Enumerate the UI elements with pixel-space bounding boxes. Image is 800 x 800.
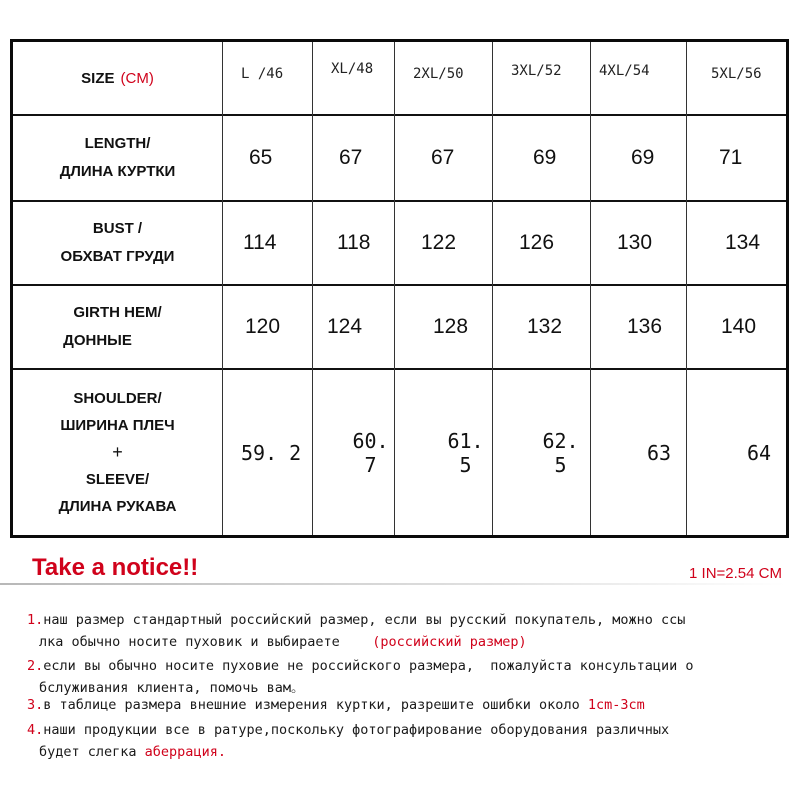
unit-conversion: 1 IN=2.54 CM xyxy=(689,565,782,582)
column-header: 5XL/56 xyxy=(711,66,762,82)
value-cell: 130 xyxy=(617,231,653,254)
value-cell: 114 xyxy=(243,231,277,254)
notice-item-text: в таблице размера внешние измерения куртки, разрешите ошибки около xyxy=(43,697,588,713)
row-label-line: ДЛИНА КУРТКИ xyxy=(59,163,176,180)
notice-item-text: лка обычно носите пуховик и выбираете xyxy=(39,634,373,650)
notice-divider xyxy=(0,583,786,585)
row-label-line: ОБХВАТ ГРУДИ xyxy=(60,248,175,265)
value-cell: 71 xyxy=(719,146,743,169)
notice-highlight: аберрация. xyxy=(144,744,226,760)
value-cell: 126 xyxy=(519,231,555,254)
value-cell: 64 xyxy=(747,440,772,465)
row-label-girth-hem xyxy=(13,286,222,368)
notice-item-number: 2. xyxy=(27,658,44,674)
column-header: 4XL/54 xyxy=(599,63,650,79)
row-label-line: GIRTH HEM/ xyxy=(73,304,162,321)
value-cell: 132 xyxy=(527,315,563,338)
column-header: L /46 xyxy=(241,66,284,82)
value-cell: 69 xyxy=(631,146,655,169)
row-label-length xyxy=(13,116,222,200)
notice-title: Take a notice!! xyxy=(32,554,199,581)
value-cell: 120 xyxy=(245,315,281,338)
column-header: XL/48 xyxy=(331,61,374,77)
column-header: 2XL/50 xyxy=(413,66,464,82)
notice-item-text: наши продукции все в ратуре,поскольку фотографирование оборудования различных xyxy=(43,722,670,738)
column-header: 3XL/52 xyxy=(511,63,562,79)
value-cell: 61. 5 xyxy=(447,428,484,477)
row-label-line: + xyxy=(112,442,123,462)
notice-item xyxy=(27,694,787,716)
row-label-line: SHOULDER/ xyxy=(73,390,162,407)
notice-item-text: будет слегка xyxy=(39,744,145,760)
row-label-line: LENGTH/ xyxy=(84,135,151,152)
size-unit: (CM) xyxy=(120,69,154,87)
value-cell: 122 xyxy=(421,231,457,254)
row-label-shoulder-sleeve xyxy=(13,370,222,535)
notice-highlight: 1cm-3cm xyxy=(587,697,645,713)
value-cell: 124 xyxy=(327,315,363,338)
notice-highlight: (российский размер) xyxy=(372,634,527,650)
row-label-line: BUST / xyxy=(92,220,143,237)
value-cell: 69 xyxy=(533,146,557,169)
size-header-cell xyxy=(13,42,222,114)
value-cell: 140 xyxy=(721,315,757,338)
value-cell: 62. 5 xyxy=(542,428,579,477)
row-label-line: ШИРИНА ПЛЕЧ xyxy=(60,417,175,434)
notice-item-number: 4. xyxy=(27,722,44,738)
notice-item xyxy=(27,655,787,699)
notice-item-number: 3. xyxy=(27,697,44,713)
notice-item-text: если вы обычно носите пуховие не российского размера, пожалуйста консультации о xyxy=(43,658,694,674)
row-label-line: ДОННЫЕ xyxy=(63,332,132,349)
size-table xyxy=(10,39,789,538)
value-cell: 136 xyxy=(627,315,663,338)
notice-item-text: наш размер стандартный российский размер, если вы русский покупатель, можно ссы xyxy=(43,612,686,628)
notice-item-text: бслуживания клиента, помочь вам。 xyxy=(39,680,305,696)
row-label-bust xyxy=(13,202,222,284)
value-cell: 63 xyxy=(647,440,672,465)
notice-item-number: 1. xyxy=(27,612,44,628)
value-cell: 65 xyxy=(249,146,273,169)
value-cell: 59. 2 xyxy=(241,440,302,465)
size-label: SIZE xyxy=(81,69,115,87)
value-cell: 60. 7 xyxy=(352,428,389,477)
notice-item xyxy=(27,719,787,763)
row-label-line: ДЛИНА РУКАВА xyxy=(58,498,177,515)
value-cell: 67 xyxy=(339,146,363,169)
value-cell: 67 xyxy=(431,146,455,169)
row-label-line: SLEEVE/ xyxy=(85,471,150,488)
notice-item xyxy=(27,609,787,653)
value-cell: 128 xyxy=(433,315,469,338)
value-cell: 134 xyxy=(725,231,761,254)
value-cell: 118 xyxy=(337,231,371,254)
